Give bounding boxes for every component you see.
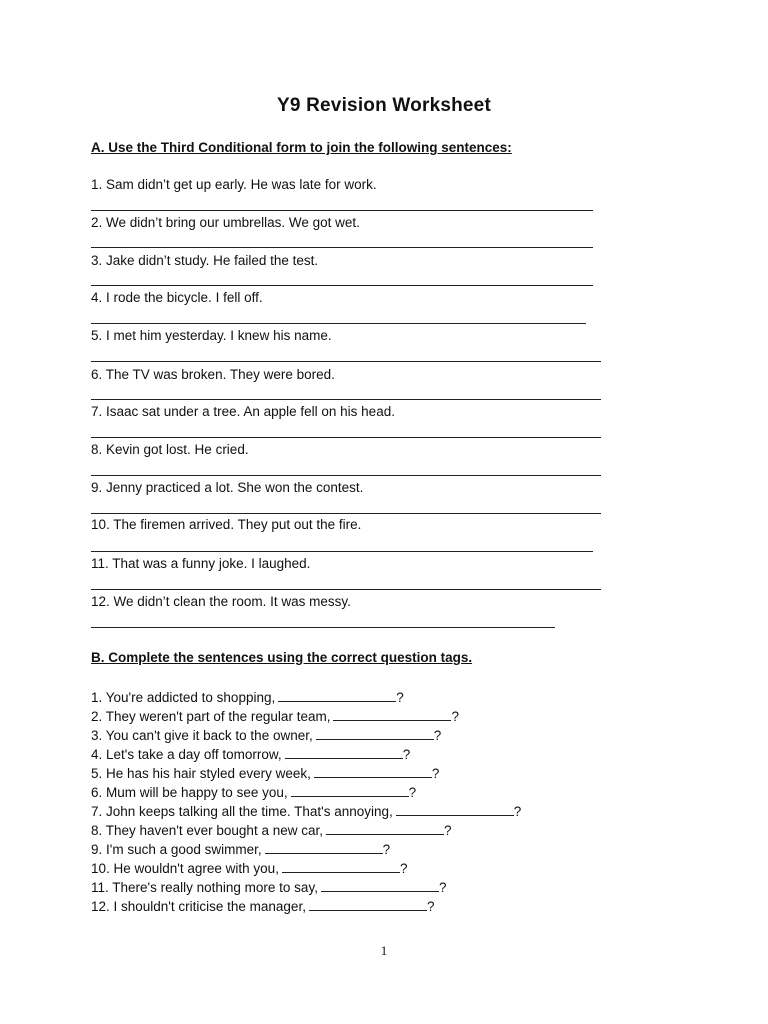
- section-a-answer-line-3[interactable]: [91, 285, 593, 286]
- section-a-heading: A. Use the Third Conditional form to join the following sentences:: [91, 140, 512, 155]
- section-b-blank-2[interactable]: [333, 708, 451, 721]
- section-b-item-9: [91, 841, 390, 858]
- section-b-text-3: 3. You can't give it back to the owner,: [91, 728, 313, 743]
- section-b-text-5: 5. He has his hair styled every week,: [91, 766, 311, 781]
- section-b-text-7: 7. John keeps talking all the time. That's annoying,: [91, 804, 393, 819]
- section-b-blank-4[interactable]: [285, 746, 403, 759]
- section-a-question-10: 10. The firemen arrived. They put out the fire.: [91, 517, 362, 532]
- section-a-question-4: 4. I rode the bicycle. I fell off.: [91, 290, 263, 305]
- section-a-answer-line-9[interactable]: [91, 513, 601, 514]
- section-a-question-9: 9. Jenny practiced a lot. She won the contest.: [91, 480, 364, 495]
- section-a-answer-line-1[interactable]: [91, 210, 593, 211]
- section-b-text-2: 2. They weren't part of the regular team,: [91, 709, 331, 724]
- section-a-answer-line-11[interactable]: [91, 589, 601, 590]
- section-b-blank-5[interactable]: [314, 765, 432, 778]
- section-b-item-5: [91, 765, 439, 782]
- section-b-qmark-10: ?: [399, 861, 408, 876]
- section-a-answer-line-4[interactable]: [91, 323, 586, 324]
- section-b-blank-9[interactable]: [265, 841, 383, 854]
- section-b-item-8: [91, 822, 452, 839]
- page-title: Y9 Revision Worksheet: [277, 95, 491, 116]
- section-b-qmark-5: ?: [431, 766, 440, 781]
- section-a-answer-line-12[interactable]: [91, 627, 555, 628]
- section-a-question-11: 11. That was a funny joke. I laughed.: [91, 556, 311, 571]
- section-b-blank-1[interactable]: [278, 689, 396, 702]
- section-b-item-2: [91, 708, 459, 725]
- section-b-blank-7[interactable]: [396, 803, 514, 816]
- section-b-text-11: 11. There's really nothing more to say,: [91, 880, 318, 895]
- section-b-qmark-12: ?: [426, 899, 435, 914]
- section-b-item-1: [91, 689, 404, 706]
- section-a-question-12: 12. We didn’t clean the room. It was messy.: [91, 594, 351, 609]
- section-b-text-12: 12. I shouldn't criticise the manager,: [91, 899, 306, 914]
- section-b-blank-11[interactable]: [321, 879, 439, 892]
- section-b-text-8: 8. They haven't ever bought a new car,: [91, 823, 323, 838]
- page-number: 1: [380, 943, 388, 958]
- section-a-answer-line-5[interactable]: [91, 361, 601, 362]
- section-a-question-5: 5. I met him yesterday. I knew his name.: [91, 328, 332, 343]
- section-b-text-9: 9. I'm such a good swimmer,: [91, 842, 262, 857]
- section-b-text-6: 6. Mum will be happy to see you,: [91, 785, 288, 800]
- section-b-qmark-1: ?: [396, 690, 404, 705]
- section-b-qmark-6: ?: [408, 785, 417, 800]
- section-b-item-4: [91, 746, 410, 763]
- section-a-answer-line-2[interactable]: [91, 247, 593, 248]
- section-b-text-4: 4. Let's take a day off tomorrow,: [91, 747, 282, 762]
- section-b-item-12: [91, 898, 434, 915]
- section-b-item-7: [91, 803, 521, 820]
- section-a-answer-line-6[interactable]: [91, 399, 601, 400]
- section-b-qmark-8: ?: [443, 823, 452, 838]
- section-a-question-3: 3. Jake didn’t study. He failed the test.: [91, 253, 319, 268]
- section-b-item-3: [91, 727, 441, 744]
- section-a-question-1: 1. Sam didn’t get up early. He was late for work.: [91, 177, 377, 192]
- section-b-blank-8[interactable]: [326, 822, 444, 835]
- section-a-answer-line-10[interactable]: [91, 551, 593, 552]
- section-b-heading: B. Complete the sentences using the correct question tags.: [91, 650, 473, 665]
- section-b-blank-3[interactable]: [316, 727, 434, 740]
- section-a-answer-line-8[interactable]: [91, 475, 601, 476]
- section-b-text-1: 1. You're addicted to shopping,: [91, 690, 276, 705]
- section-a-question-8: 8. Kevin got lost. He cried.: [91, 442, 249, 457]
- section-b-blank-12[interactable]: [309, 898, 427, 911]
- section-b-qmark-2: ?: [451, 709, 459, 724]
- section-b-qmark-9: ?: [382, 842, 391, 857]
- section-b-item-11: [91, 879, 446, 896]
- section-a-question-6: 6. The TV was broken. They were bored.: [91, 367, 335, 382]
- section-a-answer-line-7[interactable]: [91, 437, 601, 438]
- section-b-qmark-11: ?: [438, 880, 447, 895]
- section-b-blank-10[interactable]: [282, 860, 400, 873]
- section-b-item-10: [91, 860, 407, 877]
- section-b-qmark-3: ?: [433, 728, 442, 743]
- section-b-text-10: 10. He wouldn't agree with you,: [91, 861, 279, 876]
- section-a-question-2: 2. We didn’t bring our umbrellas. We got wet.: [91, 215, 360, 230]
- section-a-question-7: 7. Isaac sat under a tree. An apple fell on his head.: [91, 404, 395, 419]
- section-b-item-6: [91, 784, 416, 801]
- section-b-blank-6[interactable]: [291, 784, 409, 797]
- section-b-qmark-4: ?: [402, 747, 411, 762]
- section-b-qmark-7: ?: [513, 804, 522, 819]
